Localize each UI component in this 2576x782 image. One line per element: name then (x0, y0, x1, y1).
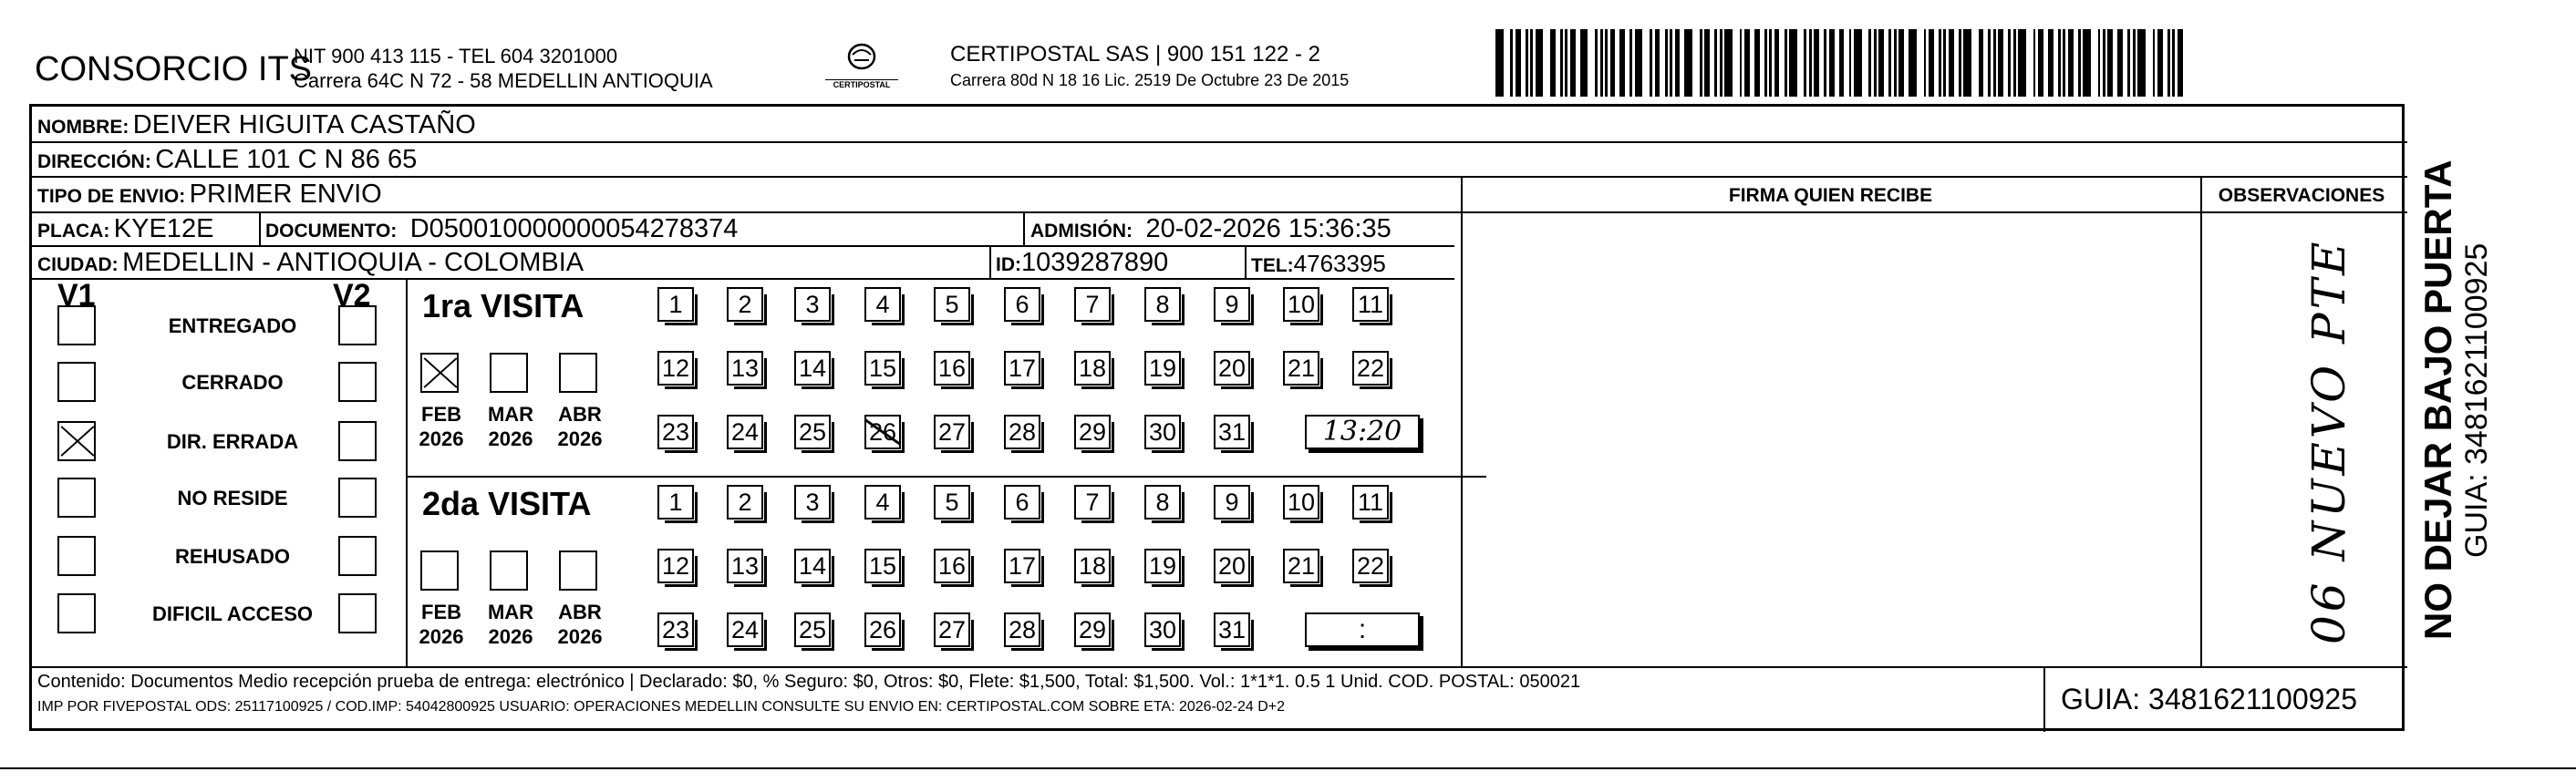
day-box[interactable]: 9 (1214, 485, 1250, 520)
day-box[interactable]: 13 (727, 351, 763, 386)
day-box[interactable]: 17 (1004, 549, 1040, 583)
tel-label: TEL: (1251, 255, 1294, 276)
shipping-form (29, 104, 2405, 731)
day-box[interactable]: 6 (1004, 287, 1040, 322)
barcode-bar (1854, 29, 1862, 97)
v1-label: V1 (57, 278, 96, 313)
month-label: ABR (558, 601, 602, 623)
v1-checkbox[interactable] (57, 478, 96, 518)
nombre-value: DEIVER HIGUITA CASTAÑO (132, 110, 476, 139)
day-box[interactable]: 27 (934, 612, 970, 647)
placa-field (37, 214, 213, 244)
barcode-bar (1580, 29, 1588, 97)
day-box[interactable]: 7 (1074, 287, 1111, 322)
v1-checkbox[interactable] (57, 362, 96, 402)
day-box[interactable]: 20 (1214, 351, 1250, 386)
day-box[interactable]: 12 (657, 549, 694, 583)
certipostal-logo (825, 42, 898, 89)
admision-label: ADMISIÓN: (1030, 221, 1133, 242)
barcode-bar (1789, 29, 1797, 97)
day-box[interactable]: 26 (864, 415, 901, 449)
nombre-label: NOMBRE: (37, 117, 129, 138)
year-label: 2026 (557, 427, 603, 450)
year-label: 2026 (419, 625, 464, 648)
month-option (409, 600, 473, 649)
v2-checkbox[interactable] (338, 478, 377, 518)
barcode-space (1692, 29, 1700, 97)
day-box[interactable]: 8 (1144, 485, 1181, 520)
barcode-space (1642, 29, 1650, 97)
day-box[interactable]: 28 (1004, 612, 1040, 647)
barcode-space (2018, 29, 2026, 97)
day-box[interactable]: 3 (794, 485, 831, 520)
month-label: FEB (421, 601, 461, 623)
barcode-bar (1963, 29, 1971, 97)
footer-content-line: Contenido: Documentos Medio recepción prueba de entrega: electrónico | Declarado: $0, % Seguro: $0, Otros: $0, Flete: $1,500, Total: $1,500. Vol.: 1*1*1. 0.5 1 Unid. COD. POSTAL: 050021 (37, 672, 1581, 692)
day-box[interactable]: 11 (1352, 485, 1389, 520)
day-box[interactable]: 28 (1004, 415, 1040, 449)
tipo-label: TIPO DE ENVIO: (37, 186, 186, 207)
month-label: MAR (487, 403, 534, 426)
month-checkbox[interactable] (559, 353, 597, 393)
footer-guia: GUIA: 3481621100925 (2061, 683, 2357, 715)
day-box[interactable]: 1 (657, 287, 694, 322)
v1-checkbox[interactable] (57, 421, 96, 461)
day-box[interactable]: 9 (1214, 287, 1250, 322)
status-option-label: REHUSADO (175, 545, 290, 568)
day-box[interactable]: 16 (934, 549, 970, 583)
logo-text: CERTIPOSTAL (825, 79, 898, 89)
status-option-label: CERRADO (181, 371, 284, 394)
month-label: ABR (558, 403, 602, 426)
admision-field (1030, 214, 1391, 244)
day-box[interactable]: 25 (794, 415, 831, 449)
day-box[interactable]: 18 (1074, 351, 1111, 386)
day-box[interactable]: 24 (727, 415, 763, 449)
barcode-bar (2137, 29, 2146, 97)
v2-label: V2 (333, 278, 371, 313)
month-checkbox[interactable] (420, 550, 459, 591)
day-box[interactable]: 1 (657, 485, 694, 520)
status-option-label: NO RESIDE (177, 487, 288, 509)
id-label: ID: (996, 254, 1021, 275)
company-address-line: Carrera 64C N 72 - 58 MEDELLIN ANTIOQUIA (294, 69, 713, 92)
day-box[interactable]: 31 (1214, 612, 1250, 647)
day-box[interactable]: 5 (934, 485, 970, 520)
barcode-space (1862, 29, 1869, 97)
company-info (294, 44, 713, 93)
carrier-line1: CERTIPOSTAL SAS | 900 151 122 - 2 (950, 42, 1320, 67)
day-box[interactable]: 25 (794, 612, 831, 647)
day-box[interactable]: 6 (1004, 485, 1040, 520)
v1-checkbox[interactable] (57, 305, 96, 345)
company-name: CONSORCIO ITS (35, 50, 313, 88)
barcode-space (2083, 29, 2091, 97)
placa-label: PLACA: (37, 221, 110, 242)
day-box[interactable]: 31 (1214, 415, 1250, 449)
side-guia: GUIA: 3481621100925 (2459, 242, 2494, 558)
day-box[interactable]: 13 (727, 549, 763, 583)
tel-field (1251, 250, 1386, 278)
month-option (409, 402, 473, 451)
id-field (996, 248, 1168, 278)
ciudad-value: MEDELLIN - ANTIOQUIA - COLOMBIA (122, 248, 585, 277)
day-box[interactable]: 29 (1074, 415, 1111, 449)
day-box[interactable]: 14 (794, 549, 831, 583)
day-box[interactable]: 29 (1074, 612, 1111, 647)
direccion-value: CALLE 101 C N 86 65 (155, 145, 418, 174)
day-box[interactable]: 26 (864, 612, 901, 647)
day-box[interactable]: 5 (934, 287, 970, 322)
day-box[interactable]: 16 (934, 351, 970, 386)
barcode-space (1733, 29, 1740, 97)
documento-field (265, 214, 738, 244)
month-checkbox[interactable] (490, 550, 528, 591)
day-box[interactable]: 3 (794, 287, 831, 322)
barcode-space (1536, 29, 1544, 97)
barcode-space (2026, 29, 2033, 97)
v2-checkbox[interactable] (338, 421, 377, 461)
barcode-space (1588, 29, 1595, 97)
day-box[interactable]: 15 (864, 351, 901, 386)
barcode-space (2091, 29, 2098, 97)
day-box[interactable]: 23 (657, 415, 694, 449)
tipo-row (37, 180, 382, 210)
barcode-space (1684, 29, 1692, 97)
day-box[interactable]: 12 (657, 351, 694, 386)
day-box[interactable]: 22 (1352, 351, 1389, 386)
ciudad-label: CIUDAD: (37, 254, 119, 275)
observacion-handwritten: 06 NUEVO PTE (2302, 238, 2355, 644)
day-box[interactable]: 27 (934, 415, 970, 449)
visit-title: 1ra VISITA (422, 287, 585, 324)
day-box[interactable]: 8 (1144, 287, 1181, 322)
barcode-bar (1495, 29, 1504, 97)
barcode-space (2146, 29, 2153, 97)
day-box[interactable]: 19 (1144, 351, 1181, 386)
admision-value: 20-02-2026 15:36:35 (1145, 214, 1391, 243)
day-box[interactable]: 23 (657, 612, 694, 647)
documento-value: D050010000000054278374 (409, 214, 739, 243)
bottom-edge (0, 767, 2576, 769)
day-box[interactable]: 2 (727, 485, 763, 520)
tipo-value: PRIMER ENVIO (189, 180, 382, 209)
side-warning: NO DEJAR BAJO PUERTA (2416, 159, 2459, 640)
v1-checkbox[interactable] (57, 593, 96, 633)
month-label: MAR (487, 601, 534, 623)
footer-imp-line: IMP POR FIVEPOSTAL ODS: 25117100925 / COD.IMP: 54042800925 USUARIO: OPERACIONES MEDELLIN CONSULTE SU ENVIO EN: CERTIPOSTAL.COM SOBRE ETA: 2026-02-24 D+2 (37, 699, 1286, 715)
year-label: 2026 (488, 427, 533, 450)
day-box[interactable]: 30 (1144, 612, 1181, 647)
day-box[interactable]: 24 (727, 612, 763, 647)
status-option-label: DIFICIL ACCESO (151, 602, 313, 625)
year-label: 2026 (488, 625, 533, 648)
day-box[interactable]: 21 (1283, 549, 1319, 583)
month-option (548, 402, 612, 451)
tel-value: 4763395 (1293, 250, 1386, 277)
status-option-label: ENTREGADO (168, 314, 297, 337)
company-nit-line: NIT 900 413 115 - TEL 604 3201000 (294, 45, 618, 67)
barcode-space (1543, 29, 1550, 97)
visit-title: 2da VISITA (422, 485, 592, 522)
barcode (1495, 29, 2225, 97)
v2-checkbox[interactable] (338, 362, 377, 402)
carrier-line2: Carrera 80d N 18 16 Lic. 2519 De Octubre 23 De 2015 (950, 71, 1350, 89)
day-box[interactable]: 10 (1283, 485, 1319, 520)
day-box[interactable]: 7 (1074, 485, 1111, 520)
month-checkbox[interactable] (490, 353, 528, 393)
day-box[interactable]: 10 (1283, 287, 1319, 322)
day-box[interactable]: 14 (794, 351, 831, 386)
barcode-space (1971, 29, 1979, 97)
status-option-label: DIR. ERRADA (166, 430, 299, 453)
logo-icon (842, 42, 882, 75)
month-label: FEB (421, 403, 461, 426)
day-box[interactable]: 4 (864, 485, 901, 520)
day-box[interactable]: 15 (864, 549, 901, 583)
month-option (479, 600, 543, 649)
time-box[interactable]: 13:20 (1305, 415, 1420, 449)
v2-checkbox[interactable] (338, 536, 377, 576)
direccion-label: DIRECCIÓN: (37, 151, 151, 172)
barcode-space (1917, 29, 1924, 97)
observaciones-header: OBSERVACIONES (2218, 185, 2385, 206)
year-label: 2026 (557, 625, 603, 648)
day-box[interactable]: 20 (1214, 549, 1250, 583)
barcode-space (1504, 29, 1511, 97)
day-box[interactable]: 19 (1144, 549, 1181, 583)
barcode-space (2183, 29, 2188, 97)
barcode-space (1635, 29, 1643, 97)
carrier-info (950, 42, 1349, 90)
year-label: 2026 (419, 427, 464, 450)
barcode-bar (1724, 29, 1733, 97)
documento-label: DOCUMENTO: (265, 221, 398, 242)
day-box[interactable]: 22 (1352, 549, 1389, 583)
day-box[interactable]: 30 (1144, 415, 1181, 449)
day-box[interactable]: 18 (1074, 549, 1111, 583)
month-option (479, 402, 543, 451)
day-box[interactable]: 11 (1352, 287, 1389, 322)
v2-checkbox[interactable] (338, 593, 377, 633)
ciudad-field (37, 248, 584, 278)
nombre-row (37, 110, 476, 140)
day-box[interactable]: 4 (864, 287, 901, 322)
barcode-space (1909, 29, 1917, 97)
v1-checkbox[interactable] (57, 536, 96, 576)
id-value: 1039287890 (1021, 248, 1169, 277)
time-box[interactable]: : (1305, 612, 1420, 647)
barcode-space (1797, 29, 1805, 97)
v2-checkbox[interactable] (338, 305, 377, 345)
month-checkbox[interactable] (559, 550, 597, 591)
placa-value: KYE12E (113, 214, 214, 243)
firma-header: FIRMA QUIEN RECIBE (1728, 185, 1933, 206)
day-box[interactable]: 21 (1283, 351, 1319, 386)
month-checkbox[interactable] (420, 353, 459, 393)
day-box[interactable]: 17 (1004, 351, 1040, 386)
day-box[interactable]: 2 (727, 287, 763, 322)
month-option (548, 600, 612, 649)
direccion-row (37, 145, 417, 175)
